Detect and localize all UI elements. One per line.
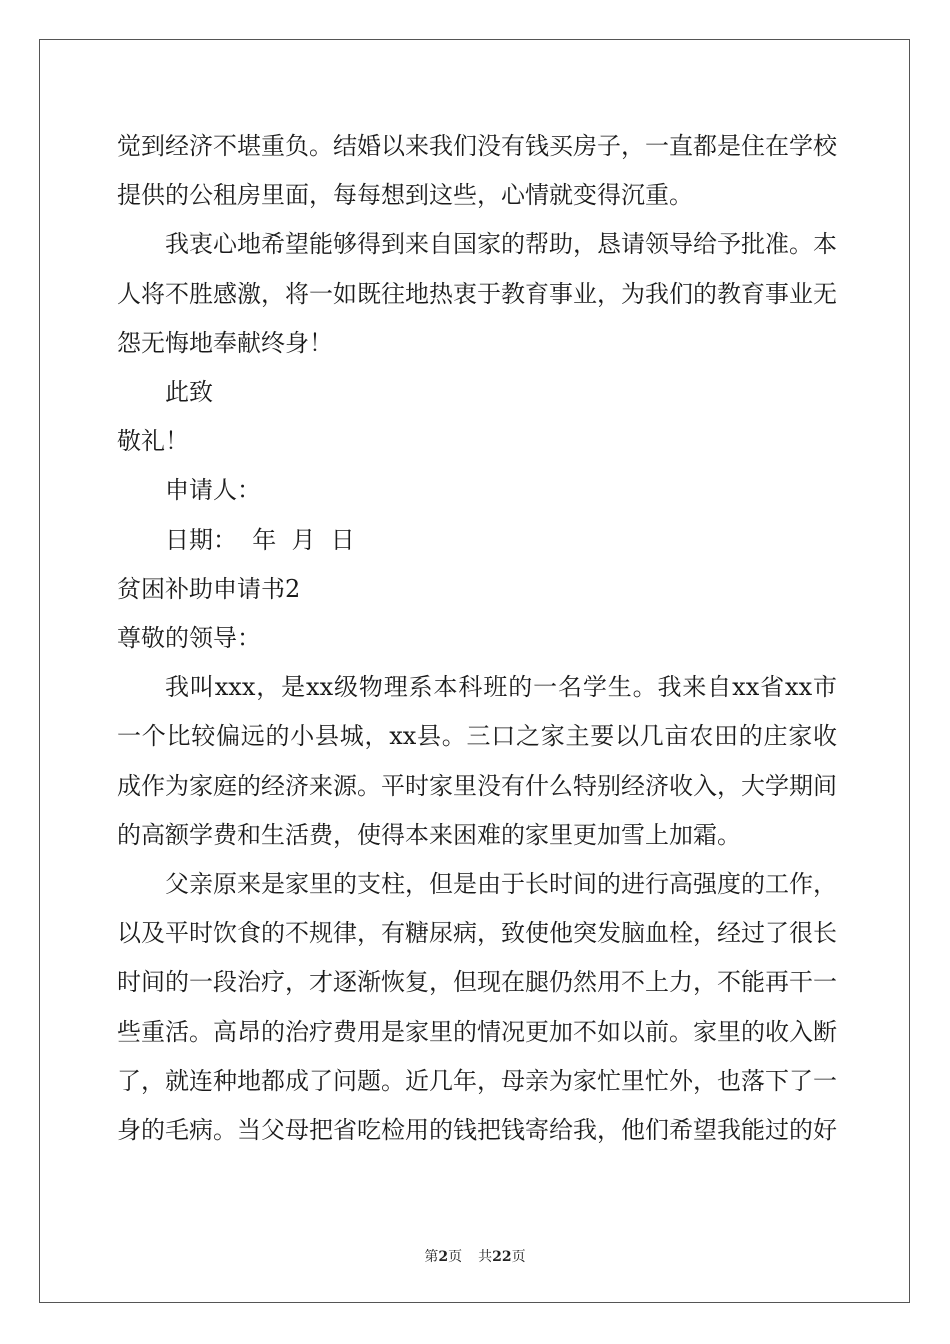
footer-page-suffix: 页 [448,1249,463,1265]
paragraph: 父亲原来是家里的支柱，但是由于长时间的进行高强度的工作，以及平时饮食的不规律，有糖尿病，致使他突发脑血栓，经过了很长时间的一段治疗，才逐渐恢复，但现在腿仍然用不上力，不能再干一些重活。高昂的治疗费用是家里的情况更加不如以前。家里的收入断了，就连种地都成了问题。近几年，母亲为家忙里忙外，也落下了一身的毛病。当父母把省吃检用的钱把钱寄给我，他们希望我能过的好 [117,870,837,1145]
page-footer [0,1246,950,1266]
footer-page-prefix: 第 [424,1249,439,1265]
footer-total-suffix: 页 [511,1249,526,1265]
paragraph: 敬礼！ [117,427,189,456]
paragraph: 觉到经济不堪重负。结婚以来我们没有钱买房子，一直都是住在学校提供的公租房里面，每每想到这些，心情就变得沉重。 [117,132,837,210]
paragraph: 我衷心地希望能够得到来自国家的帮助，恳请领导给予批准。本人将不胜感激，将一如既往地热衷于教育事业，为我们的教育事业无怨无悔地奉献终身！ [117,230,837,357]
paragraph: 此致 [165,378,213,407]
footer-total-pages: 22 [492,1249,512,1265]
paragraph: 尊敬的领导： [117,624,261,653]
footer-total-prefix: 共 [478,1249,493,1265]
paragraph: 日期： 年 月 日 [165,525,355,554]
paragraph: 我叫xxx，是xx级物理系本科班的一名学生。我来自xx省xx市一个比较偏远的小县城，xx县。三口之家主要以几亩农田的庄家收成作为家庭的经济来源。平时家里没有什么特别经济收入，大学期间的高额学费和生活费，使得本来困难的家里更加雪上加霜。 [117,673,837,849]
paragraph: 申请人： [165,476,261,505]
footer-page-number: 2 [438,1249,449,1265]
document-body [117,122,837,1155]
paragraph: 贫困补助申请书2 [117,574,301,603]
